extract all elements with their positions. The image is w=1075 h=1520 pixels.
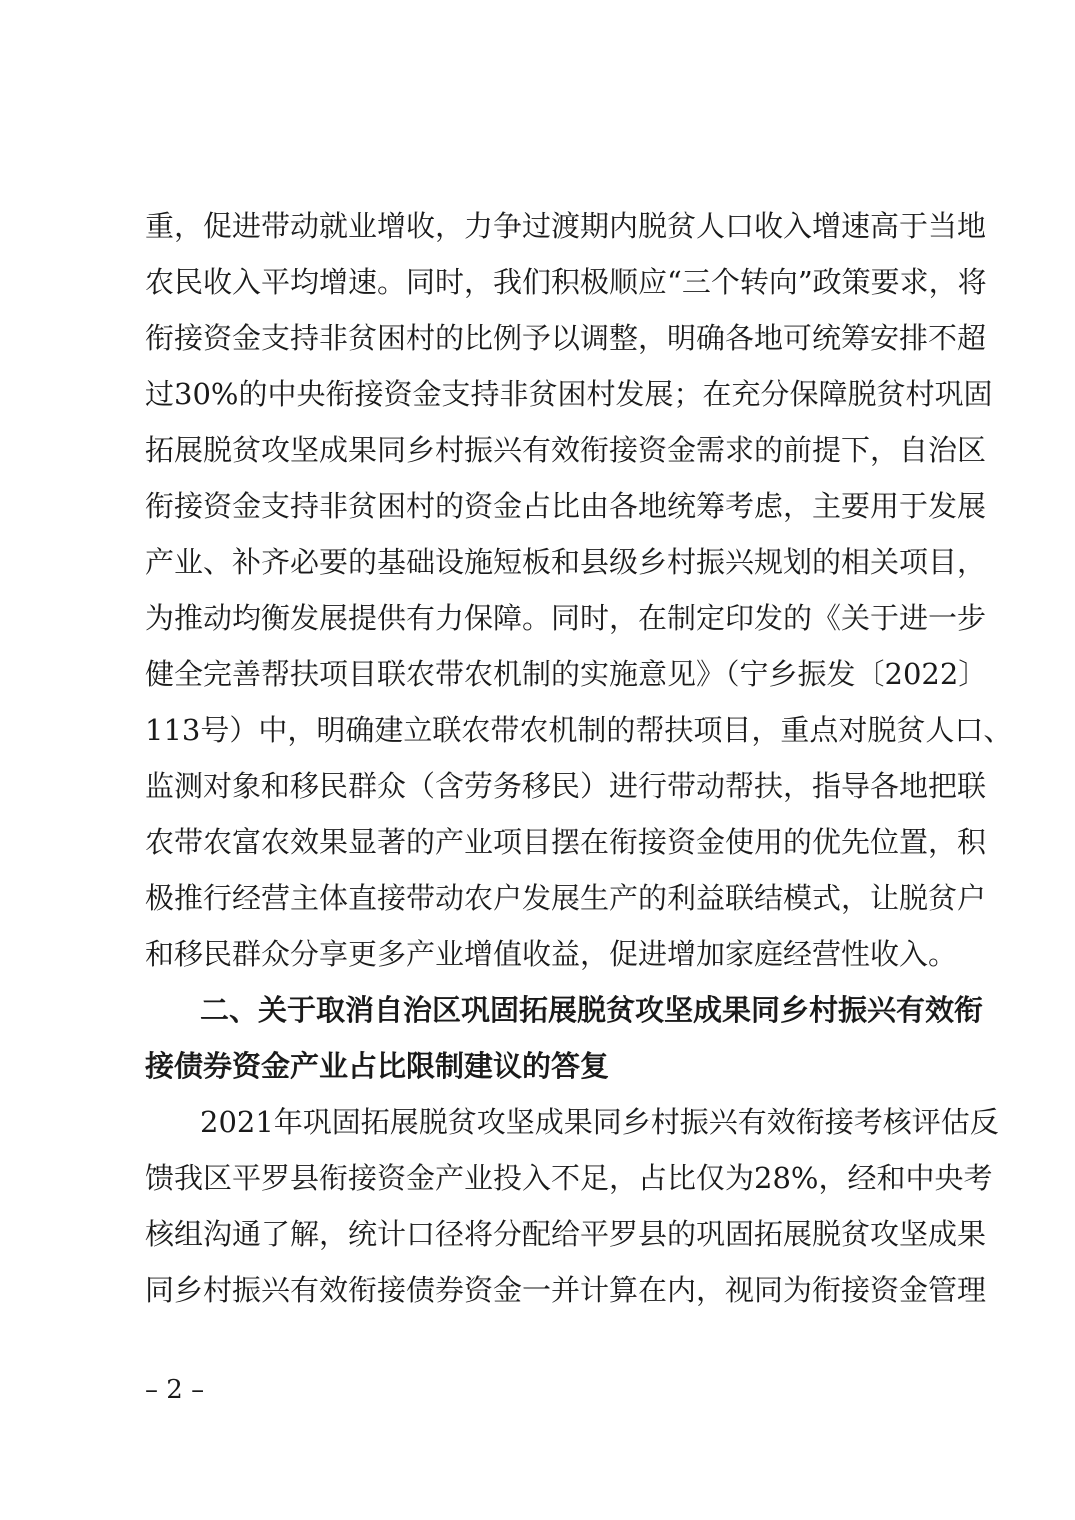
paragraph-line: 和移民群众分享更多产业增值收益，促进增加家庭经营性收入。 xyxy=(145,937,958,971)
paragraph-line: 馈我区平罗县衔接资金产业投入不足，占比仅为28%，经和中央考 xyxy=(145,1161,993,1195)
paragraph-line: 农带农富农效果显著的产业项目摆在衔接资金使用的优先位置，积 xyxy=(145,825,987,859)
page-number: – 2 – xyxy=(145,1375,205,1405)
paragraph-line: 农民收入平均增速。同时，我们积极顺应“三个转向”政策要求，将 xyxy=(145,265,987,299)
paragraph-line: 极推行经营主体直接带动农户发展生产的利益联结模式，让脱贫户 xyxy=(145,881,987,915)
paragraph-line: 核组沟通了解，统计口径将分配给平罗县的巩固拓展脱贫攻坚成果 xyxy=(145,1217,987,1251)
paragraph-line: 为推动均衡发展提供有力保障。同时，在制定印发的《关于进一步 xyxy=(145,601,987,635)
paragraph-line: 衔接资金支持非贫困村的比例予以调整，明确各地可统筹安排不超 xyxy=(145,321,987,355)
paragraph-line: 同乡村振兴有效衔接债券资金一并计算在内，视同为衔接资金管理 xyxy=(145,1273,987,1307)
heading-line: 接债券资金产业占比限制建议的答复 xyxy=(145,1049,610,1083)
paragraph-line: 监测对象和移民群众（含劳务移民）进行带动帮扶，指导各地把联 xyxy=(145,769,987,803)
paragraph-line: 2021年巩固拓展脱贫攻坚成果同乡村振兴有效衔接考核评估反 xyxy=(200,1105,999,1139)
paragraph-line: 产业、补齐必要的基础设施短板和县级乡村振兴规划的相关项目， xyxy=(145,545,987,579)
paragraph-line: 健全完善帮扶项目联农带农机制的实施意见》（宁乡振发〔2022〕 xyxy=(145,657,988,691)
heading-line: 二、关于取消自治区巩固拓展脱贫攻坚成果同乡村振兴有效衔 xyxy=(200,993,984,1027)
paragraph-line: 拓展脱贫攻坚成果同乡村振兴有效衔接资金需求的前提下，自治区 xyxy=(145,433,987,467)
paragraph-line: 衔接资金支持非贫困村的资金占比由各地统筹考虑，主要用于发展 xyxy=(145,489,987,523)
paragraph-line: 113号）中，明确建立联农带农机制的帮扶项目，重点对脱贫人口、 xyxy=(145,713,1013,747)
paragraph-line: 过30%的中央衔接资金支持非贫困村发展；在充分保障脱贫村巩固 xyxy=(145,377,993,411)
paragraph-line: 重，促进带动就业增收，力争过渡期内脱贫人口收入增速高于当地 xyxy=(145,209,987,243)
